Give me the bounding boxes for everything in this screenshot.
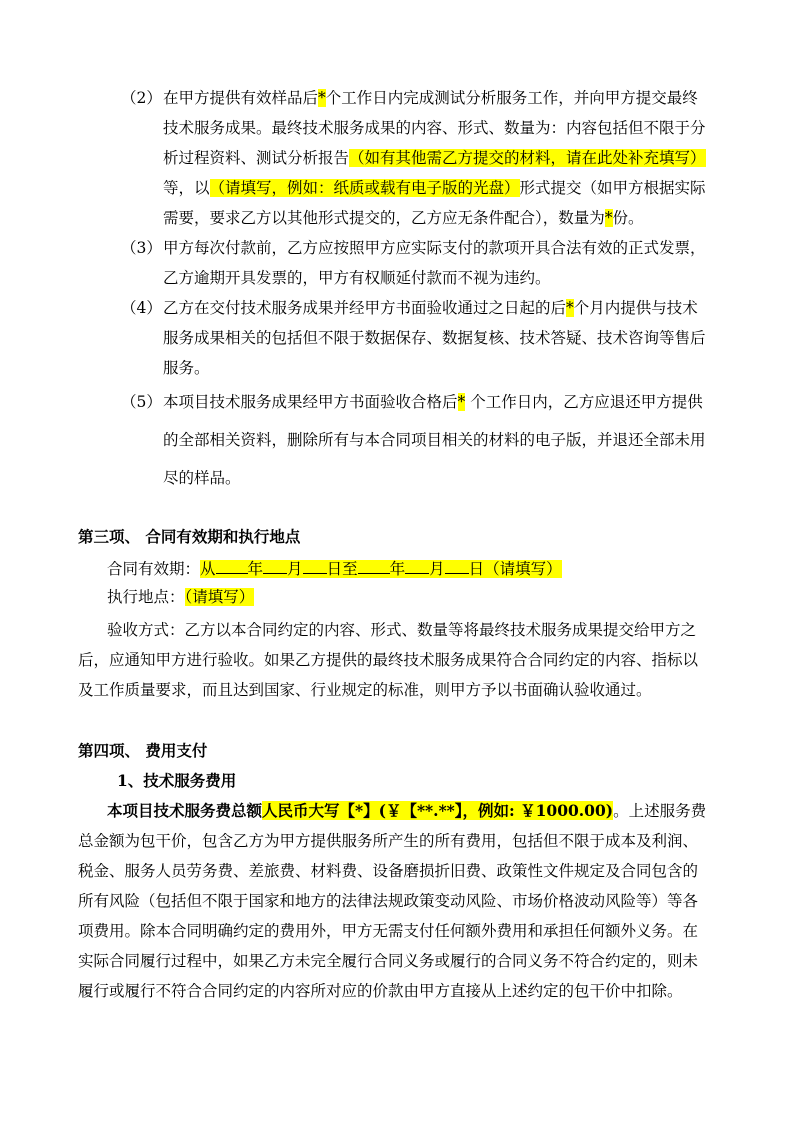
text-run: 需要，要求乙方以其他形式提交的，乙方应无条件配合），数量为 [163,209,605,227]
item-4-line-1 [163,298,698,318]
item-2-number: （2） [121,89,162,107]
fee-paragraph-line-4: 项费用。除本合同明确约定的费用外，甲方无需支付任何额外费用和承担任何额外义务。在 [78,922,699,940]
highlight-placeholder: （请填写，例如：纸质或载有电子版的光盘） [209,179,520,197]
contract-period-label: 合同有效期： [107,560,201,578]
blank-day-1 [303,557,327,574]
section-4-heading: 第四项、 费用支付 [78,741,208,760]
blank-year-2 [358,557,390,574]
blank-year-1 [216,557,248,574]
item-2-line-2: 技术服务成果。最终技术服务成果的内容、形式、数量为：内容包括但不限于分 [163,119,706,137]
text-run: 年 [247,560,264,578]
text-run: 个工作日内，乙方应退还甲方提供 [465,393,703,411]
subsection-1-title: 1、技术服务费用 [117,771,237,790]
execution-place-label: 执行地点： [107,588,185,606]
item-3-line-1: 甲方每次付款前，乙方应按照甲方应实际支付的款项开具合法有效的正式发票， [163,239,706,257]
section-3-heading: 第三项、 合同有效期和执行地点 [78,527,301,546]
execution-place-row [107,587,254,607]
fee-amount-placeholder: 人民币大写【*】(￥【**.**】，例如: ￥1000.00) [262,801,614,820]
item-5-line-1 [163,392,703,412]
execution-place-field: （请填写） [184,588,255,606]
blank-month-2 [405,557,429,574]
acceptance-line-2: 后，应通知甲方进行验收。如果乙方提供的最终技术服务成果符合合同约定的内容、指标以 [78,651,699,669]
fee-paragraph-line-3: 所有风险（包括但不限于国家和地方的法律法规政策变动风险、市场价格波动风险等）等各 [78,892,699,910]
item-2-line-1 [163,88,698,108]
text-run: 从 [200,560,216,578]
text-run: 析过程资料、测试分析报告 [163,149,350,167]
text-run: 月 [287,560,303,578]
fee-paragraph-line-2: 税金、服务人员劳务费、差旅费、材料费、设备磨损折旧费、政策性文件规定及合同包含的 [78,862,699,880]
text-run: 。上述服务费 [613,802,707,820]
text-run: 在甲方提供有效样品后 [163,89,319,107]
text-run: 个工作日内完成测试分析服务工作，并向甲方提交最终 [325,89,698,107]
item-4-line-3: 服务。 [163,359,210,377]
item-5-line-3: 尽的样品。 [163,469,241,487]
text-run: 个月内提供与技术 [573,299,698,317]
text-run: 日至 [326,560,358,578]
fee-paragraph-line-6: 履行或履行不符合合同约定的内容所对应的价款由甲方直接从上述约定的包干价中扣除。 [78,982,683,1000]
highlight-placeholder: * [566,299,574,317]
highlight-placeholder: * [457,393,466,411]
contract-period-field [200,560,562,578]
highlight-placeholder: （如有其他需乙方提交的材料，请在此处补充填写） [349,149,706,167]
text-run: 等，以 [163,179,210,197]
text-run: 年 [389,560,406,578]
item-2-line-3 [163,148,706,168]
text-run: 形式提交（如甲方根据实际 [519,179,706,197]
blank-month-1 [263,557,287,574]
item-5-line-2: 的全部相关资料，删除所有与本合同项目相关的材料的电子版，并退还全部未用 [163,431,706,449]
contract-period-row [107,557,562,579]
text-run: 份。 [612,209,644,227]
item-3-number: （3） [121,239,162,257]
text-run: 乙方在交付技术服务成果并经甲方书面验收通过之日起的后 [163,299,567,317]
text-run: 月 [429,560,445,578]
highlight-placeholder: * [318,89,326,107]
acceptance-line-3: 及工作质量要求，而且达到国家、行业规定的标准，则甲方予以书面确认验收通过。 [78,681,652,699]
text-run: （请填写） [484,560,562,578]
item-2-line-4 [163,178,706,198]
item-4-number: （4） [121,299,162,317]
item-2-line-5 [163,208,644,228]
fee-line [107,801,706,821]
highlight-placeholder: * [604,209,613,227]
item-3-line-2: 乙方逾期开具发票的，甲方有权顺延付款而不视为违约。 [163,269,551,287]
text-run: 日 [468,560,485,578]
fee-paragraph-line-1: 总金额为包干价，包含乙方为甲方提供服务所产生的所有费用，包括但不限于成本及利润、 [78,832,699,850]
blank-day-2 [445,557,469,574]
item-4-line-2: 服务成果相关的包括但不限于数据保存、数据复核、技术答疑、技术咨询等售后 [163,329,706,347]
acceptance-line-1: 验收方式：乙方以本合同约定的内容、形式、数量等将最终技术服务成果提交给甲方之 [107,621,697,639]
item-5-number: （5） [121,393,162,411]
fee-paragraph-line-5: 实际合同履行过程中，如果乙方未完全履行合同义务或履行的合同义务不符合约定的，则未 [78,952,699,970]
text-run: 本项目技术服务成果经甲方书面验收合格后 [163,393,458,411]
fee-label: 本项目技术服务费总额 [107,801,263,820]
